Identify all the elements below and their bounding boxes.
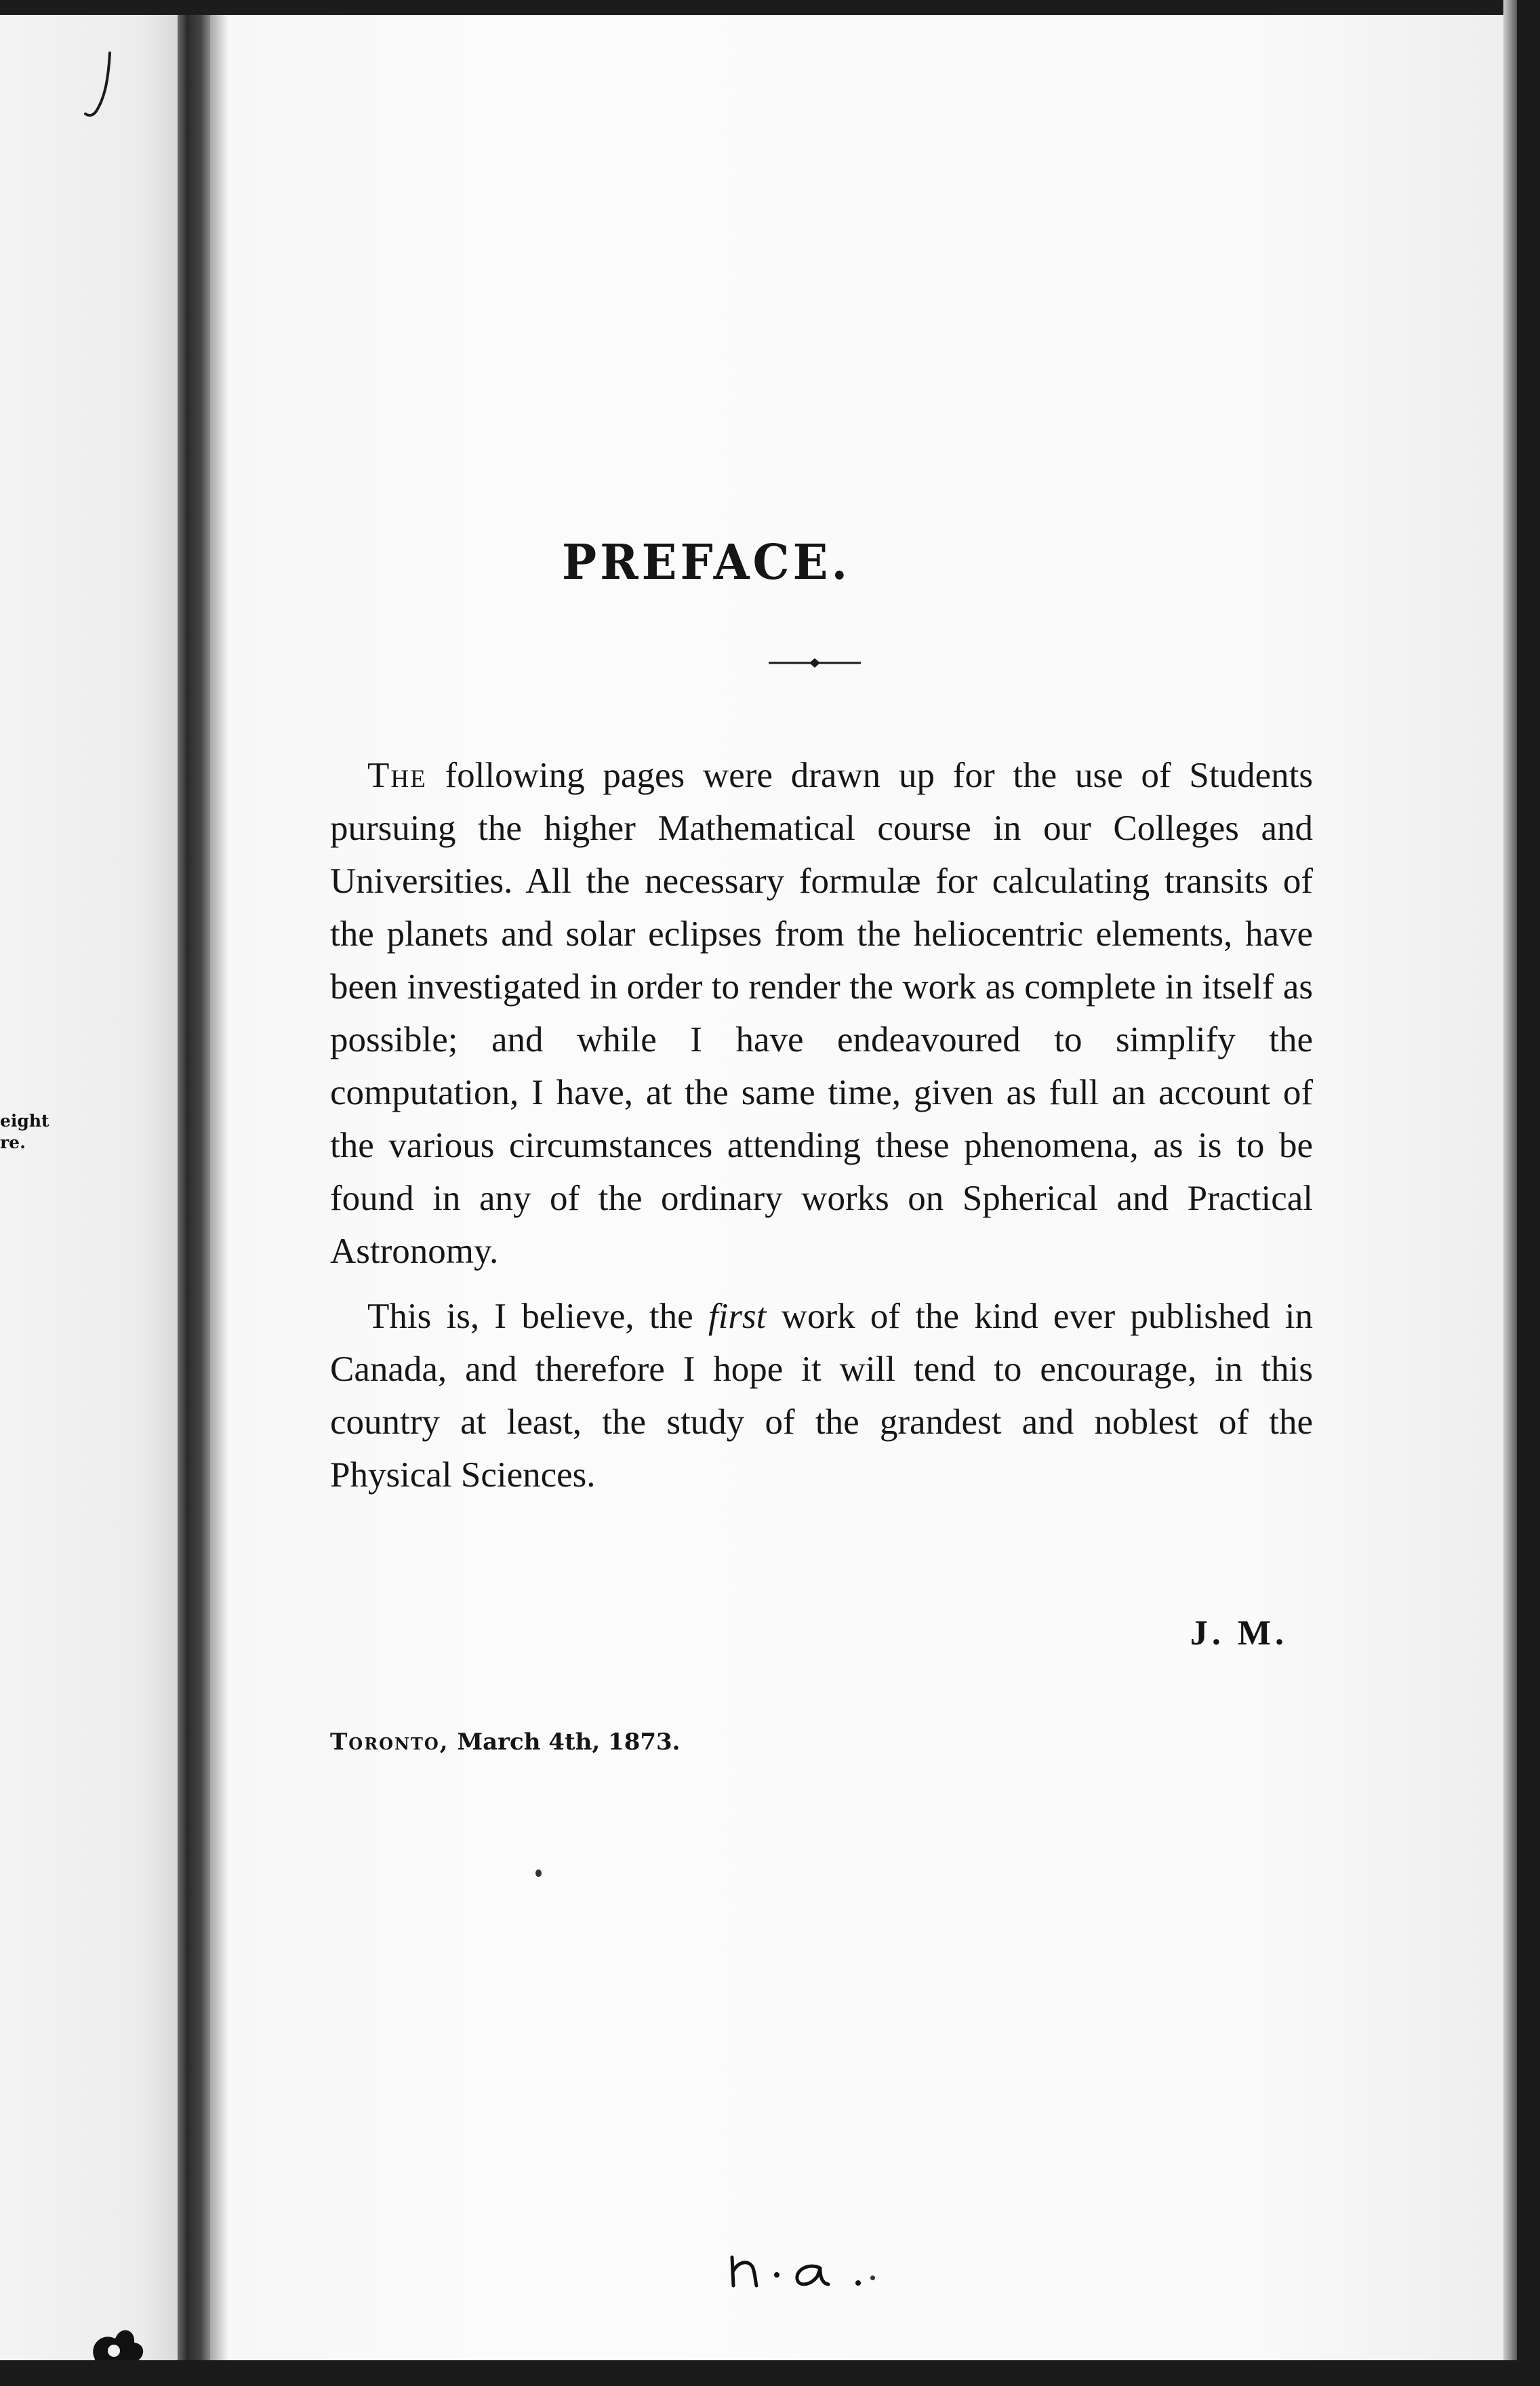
emphasis-first: first xyxy=(708,1297,767,1336)
ink-speck xyxy=(535,1869,542,1877)
page-title: PREFACE. xyxy=(562,534,851,591)
paragraph-2-text-before: This is, I believe, the xyxy=(367,1297,708,1336)
title-ornament-rule xyxy=(767,655,862,671)
preface-body xyxy=(330,749,1313,1501)
scan-top-edge xyxy=(0,0,1540,15)
facing-page-line-2: re. xyxy=(0,1133,26,1152)
dateline xyxy=(330,1728,805,1756)
paragraph-1-text: following pages were drawn up for the use of Students pursuing the higher Mathematical course in our Colleges and Universities. All the necessary formulæ for calculating transits of the planets and solar eclipses from the heliocentric elements, have been investigated in order to render the work as complete in itself as possible; and while I have endeavoured to simplify the computation, I have, at the same time, given as full an account of the various circumstances attending these phenomena, as is to be found in any of the ordinary works on Spherical and Practical Astronomy. xyxy=(330,756,1313,1271)
author-initials: J. M. xyxy=(1190,1614,1288,1653)
facing-page-margin-text xyxy=(0,1110,61,1154)
dateline-date: March 4th, 1873. xyxy=(449,1728,681,1756)
facing-page-line-1: eight xyxy=(0,1111,49,1131)
scan-right-edge xyxy=(1517,0,1540,2386)
paragraph-2 xyxy=(330,1290,1313,1501)
dateline-place: Toronto, xyxy=(330,1728,449,1756)
book-gutter xyxy=(178,15,210,2360)
paragraph-1 xyxy=(330,749,1313,1278)
paragraph-2-text-after: work of the kind ever published in Canada, and therefore I hope it will tend to encourage, in this country at least, the study of the grandest and noblest of the Physical Sciences. xyxy=(330,1297,1313,1495)
scan-bottom-edge xyxy=(0,2360,1540,2386)
page-edge-shadow xyxy=(1503,0,1517,2360)
handwritten-note xyxy=(725,2244,881,2298)
facing-page-left xyxy=(0,15,178,2360)
gutter-shadow xyxy=(210,15,230,2360)
paragraph-lead-word: The xyxy=(367,756,427,795)
pencil-tick-mark xyxy=(81,49,122,123)
